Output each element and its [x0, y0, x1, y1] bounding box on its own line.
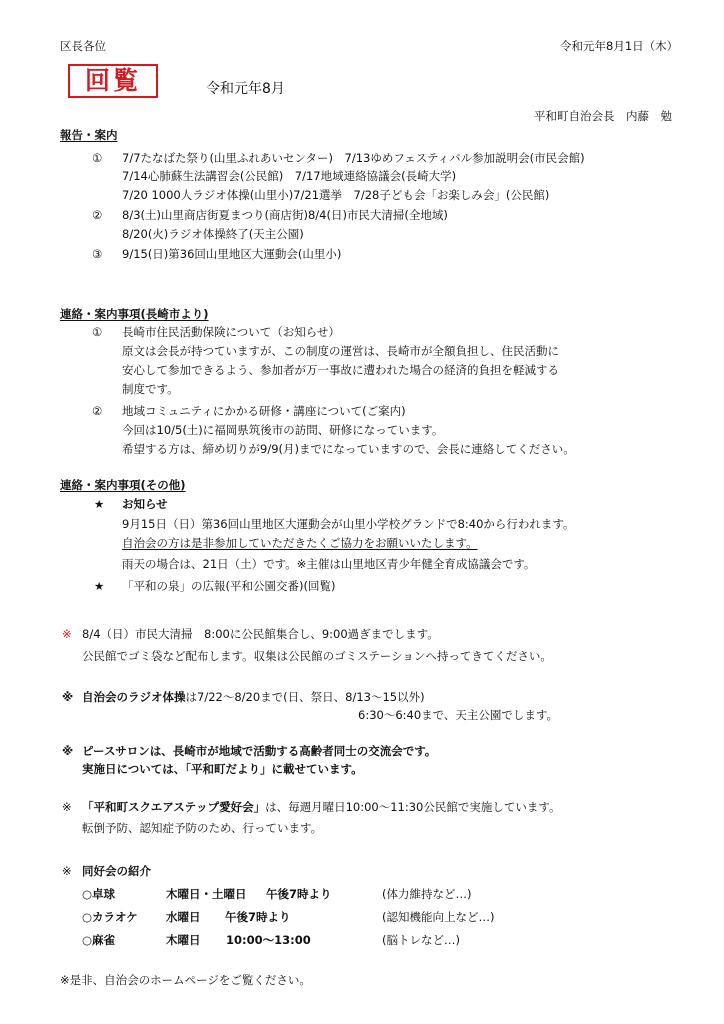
report-line: 7/14心肺蘇生法講習会(公民館) 7/17地域連絡協議会(長崎大学) — [122, 169, 457, 183]
club-time: 午後7時より — [266, 887, 332, 901]
notice-title: お知らせ — [122, 497, 168, 511]
note-mark-icon: ※ — [62, 690, 74, 704]
radio-rest: は7/22～8/20まで(日、祭日、8/13～15以外) — [185, 690, 425, 704]
city-line: 今回は10/5(土)に福岡県筑後市の訪問、研修になっています。 — [122, 423, 444, 437]
club-time: 午後7時より — [225, 910, 291, 924]
radio-line: 6:30～6:40まで、天主公園でします。 — [358, 708, 558, 722]
city-line: 制度です。 — [122, 382, 179, 396]
note-mark-icon: ※ — [62, 627, 72, 641]
star-icon: ★ — [94, 497, 105, 511]
club-name: ○麻雀 — [82, 933, 116, 947]
square-step-bold: 「平和町スクエアステップ愛好会」 — [82, 800, 266, 814]
peace-salon-line: ピースサロンは、長崎市が地域で活動する高齢者同士の交流会です。 — [82, 744, 437, 758]
report-line: 9/15(日)第36回山里地区大運動会(山里小) — [122, 247, 342, 261]
club-note: (脳トレなど…) — [382, 933, 460, 947]
report-marker-1: ① — [92, 151, 103, 165]
sender: 平和町自治会長 内藤 勉 — [534, 109, 672, 123]
club-name: ○卓球 — [82, 887, 116, 901]
note-mark-icon: ※ — [62, 744, 74, 758]
city-marker-2: ② — [92, 404, 103, 418]
square-step-rest: は、毎週月曜日10:00～11:30公民館で実施しています。 — [265, 800, 561, 814]
other-heading: 連絡・案内事項(その他) — [60, 478, 186, 492]
star-icon: ★ — [94, 579, 105, 593]
radio-bold: 自治会のラジオ体操 — [82, 690, 186, 704]
footer-note: ※是非、自治会のホームページをご覧ください。 — [60, 973, 311, 987]
document-title: 令和元年8月 — [206, 81, 285, 97]
kairan-stamp: 回覧 — [68, 64, 158, 98]
report-heading: 報告・案内 — [60, 128, 118, 142]
notice-line: 雨天の場合は、21日（土）です。※主催は山里地区青少年健全育成協議会です。 — [122, 557, 536, 571]
square-step-line — [82, 799, 560, 815]
city-marker-1: ① — [92, 325, 103, 339]
radio-line — [82, 689, 425, 705]
square-step-line: 転倒予防、認知症予防のため、行っています。 — [82, 821, 323, 835]
club-day: 木曜日 — [166, 933, 201, 947]
clubs-heading: 同好会の紹介 — [82, 864, 151, 878]
notice-line: 自治会の方は是非参加していただきたくご協力をお願いいたします。 — [122, 536, 478, 550]
report-line: 8/3(土)山里商店街夏まつり(商店街)8/4(日)市民大清掃(全地域) — [122, 208, 448, 222]
report-line: 8/20(火)ラジオ体操終了(天主公園) — [122, 227, 304, 241]
report-line: 7/20 1000人ラジオ体操(山里小)7/21選挙 7/28子ども会「お楽しみ会」(公民館) — [122, 188, 550, 202]
club-day: 水曜日 — [166, 910, 201, 924]
city-line: 安心して参加できるよう、参加者が万一事故に遭われた場合の経済的負担を軽減する — [122, 363, 559, 377]
peace-salon-line: 実施日については、「平和町だより」に載せています。 — [82, 762, 363, 776]
document-date: 令和元年8月1日（木） — [560, 39, 679, 53]
club-day: 木曜日・土曜日 — [166, 887, 247, 901]
club-time: 10:00～13:00 — [226, 933, 311, 947]
club-note: (体力維持など…) — [382, 887, 472, 901]
recipient: 区長各位 — [60, 39, 106, 53]
report-line: 7/7たなばた祭り(山里ふれあいセンター) 7/13ゆめフェスティバル参加説明会(市民会館) — [122, 151, 585, 165]
report-marker-3: ③ — [92, 247, 103, 261]
cleanup-line: 公民館でゴミ袋など配布します。収集は公民館のゴミステーションへ持ってきてください。 — [82, 649, 552, 663]
city-line: 地域コミュニティにかかる研修・講座について(ご案内) — [122, 404, 406, 418]
notice-line: 「平和の泉」の広報(平和公園交番)(回覧) — [122, 579, 336, 593]
city-line: 希望する方は、締め切りが9/9(月)までになっていますので、会長に連絡してください。 — [122, 442, 575, 456]
club-name: ○カラオケ — [82, 910, 138, 924]
report-marker-2: ② — [92, 208, 103, 222]
club-note: (認知機能向上など…) — [382, 910, 495, 924]
city-line: 原文は会長が持つていますが、この制度の運営は、長崎市が全額負担し、住民活動に — [122, 344, 559, 358]
city-heading: 連絡・案内事項(長崎市より) — [60, 307, 209, 321]
notice-line: 9月15日（日）第36回山里地区大運動会が山里小学校グランドで8:40から行われます。 — [122, 517, 575, 531]
city-line: 長崎市住民活動保険について（お知らせ） — [122, 325, 340, 339]
note-mark-icon: ※ — [62, 800, 72, 814]
cleanup-line: 8/4（日）市民大清掃 8:00に公民館集合し、9:00過ぎまでします。 — [82, 627, 439, 641]
note-mark-icon: ※ — [62, 864, 72, 878]
